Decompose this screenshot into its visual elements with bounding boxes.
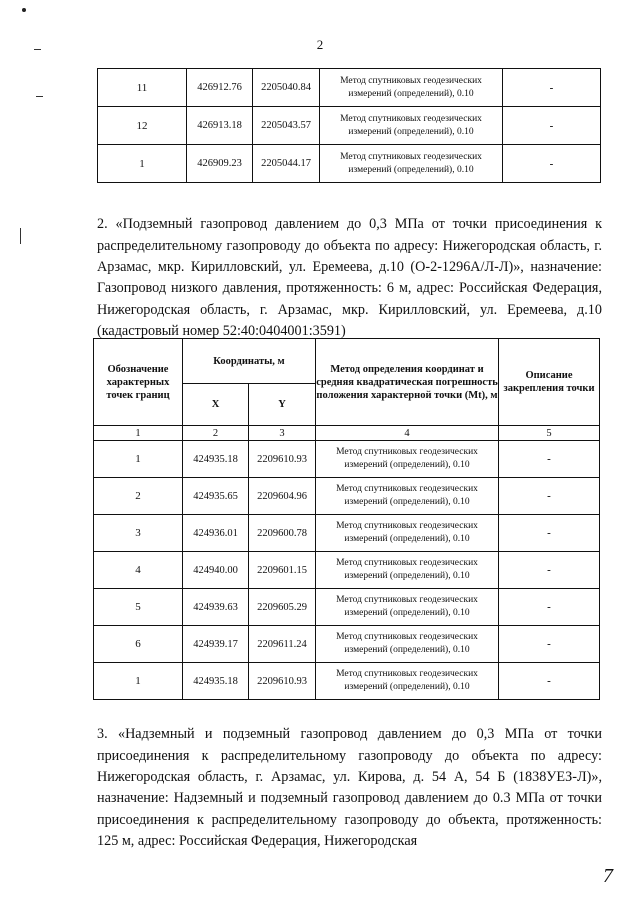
method-cell: Метод спутниковых геодезических измерений (определений), 0.10 <box>316 515 499 552</box>
coordinates-table <box>93 338 600 700</box>
method-cell: Метод спутниковых геодезических измерений (определений), 0.10 <box>320 145 503 183</box>
table-row <box>98 69 601 107</box>
table-header-row <box>94 339 600 384</box>
point-cell: 5 <box>94 589 183 626</box>
x-cell: 426913.18 <box>187 107 253 145</box>
x-cell: 424936.01 <box>183 515 249 552</box>
coordinates-table-continued <box>97 68 601 183</box>
column-index: 4 <box>316 426 499 441</box>
point-cell: 12 <box>98 107 187 145</box>
description-cell: - <box>499 626 600 663</box>
method-cell: Метод спутниковых геодезических измерений (определений), 0.10 <box>316 626 499 663</box>
table-row <box>98 145 601 183</box>
x-cell: 424935.18 <box>183 441 249 478</box>
header-method: Метод определения координат и средняя квадратическая погрешность положения характерной точки (Mt), м <box>316 339 499 426</box>
header-point: Обозначение характерных точек границ <box>94 339 183 426</box>
scan-speck <box>22 8 26 12</box>
y-cell: 2209611.24 <box>249 626 316 663</box>
x-cell: 424939.17 <box>183 626 249 663</box>
point-cell: 11 <box>98 69 187 107</box>
table-row <box>94 441 600 478</box>
header-description: Описание закрепления точки <box>499 339 600 426</box>
description-cell: - <box>503 69 601 107</box>
x-cell: 424939.63 <box>183 589 249 626</box>
table-row <box>94 552 600 589</box>
y-cell: 2209604.96 <box>249 478 316 515</box>
column-index: 3 <box>249 426 316 441</box>
description-cell: - <box>503 145 601 183</box>
page-number: 2 <box>316 37 324 52</box>
x-cell: 426912.76 <box>187 69 253 107</box>
x-cell: 424940.00 <box>183 552 249 589</box>
method-cell: Метод спутниковых геодезических измерений (определений), 0.10 <box>316 589 499 626</box>
header-x: X <box>183 384 249 426</box>
header-coordinates: Координаты, м <box>183 339 316 384</box>
description-cell: - <box>499 515 600 552</box>
table-row <box>98 107 601 145</box>
y-cell: 2205040.84 <box>253 69 320 107</box>
header-y: Y <box>249 384 316 426</box>
table-row <box>94 626 600 663</box>
y-cell: 2209610.93 <box>249 441 316 478</box>
table-row <box>94 515 600 552</box>
method-cell: Метод спутниковых геодезических измерений (определений), 0.10 <box>316 552 499 589</box>
y-cell: 2209600.78 <box>249 515 316 552</box>
description-cell: - <box>499 441 600 478</box>
description-cell: - <box>503 107 601 145</box>
method-cell: Метод спутниковых геодезических измерений (определений), 0.10 <box>320 107 503 145</box>
method-cell: Метод спутниковых геодезических измерений (определений), 0.10 <box>316 441 499 478</box>
description-cell: - <box>499 589 600 626</box>
y-cell: 2209605.29 <box>249 589 316 626</box>
point-cell: 1 <box>94 663 183 700</box>
point-cell: 6 <box>94 626 183 663</box>
description-cell: - <box>499 552 600 589</box>
y-cell: 2205043.57 <box>253 107 320 145</box>
method-cell: Метод спутниковых геодезических измерений (определений), 0.10 <box>316 478 499 515</box>
y-cell: 2205044.17 <box>253 145 320 183</box>
margin-bar-mark <box>20 228 21 244</box>
point-cell: 1 <box>94 441 183 478</box>
y-cell: 2209601.15 <box>249 552 316 589</box>
description-cell: - <box>499 478 600 515</box>
object-description-paragraph-2: 2. «Подземный газопровод давлением до 0,3 МПа от точки присоединения к распределительному газопроводу до объекта по адресу: Нижегородская область, г. Арзамас, мкр. Кирилловский, ул. Еремеева, д.10 (О-2-1296А/Л-Л)», назначение: Газопровод низкого давления, протяженность: 6 м, адрес: Российская Федерация, Нижегородская область, г. Арзамас, мкр. Кирилловский, ул. Еремеева, д.10 (кадастровый номер 52:40:0404001:3591) <box>97 216 602 340</box>
x-cell: 424935.18 <box>183 663 249 700</box>
description-cell: - <box>499 663 600 700</box>
method-cell: Метод спутниковых геодезических измерений (определений), 0.10 <box>316 663 499 700</box>
point-cell: 3 <box>94 515 183 552</box>
column-index: 2 <box>183 426 249 441</box>
point-cell: 1 <box>98 145 187 183</box>
x-cell: 426909.23 <box>187 145 253 183</box>
y-cell: 2209610.93 <box>249 663 316 700</box>
object-description-paragraph-3: 3. «Надземный и подземный газопровод давлением до 0,3 МПа от точки присоединения к распределительному газопроводу до объекта по адресу: Нижегородская область, г. Арзамас, ул. Кирова, д. 54 А, 54 Б (1838УЕЗ-Л)», назначение: Надземный и подземный газопровод давлением до 0.3 МПа от точки присоединения к распределительному газопроводу до объекта, протяженность: 125 м, адрес: Российская Федерация, Нижегородская <box>97 726 602 850</box>
margin-dash-mark <box>36 96 43 97</box>
column-index: 5 <box>499 426 600 441</box>
method-cell: Метод спутниковых геодезических измерений (определений), 0.10 <box>320 69 503 107</box>
point-cell: 4 <box>94 552 183 589</box>
handwritten-mark: 7 <box>603 865 613 887</box>
table-row <box>94 478 600 515</box>
column-index: 1 <box>94 426 183 441</box>
table-row <box>94 663 600 700</box>
column-index-row <box>94 426 600 441</box>
x-cell: 424935.65 <box>183 478 249 515</box>
point-cell: 2 <box>94 478 183 515</box>
table-row <box>94 589 600 626</box>
